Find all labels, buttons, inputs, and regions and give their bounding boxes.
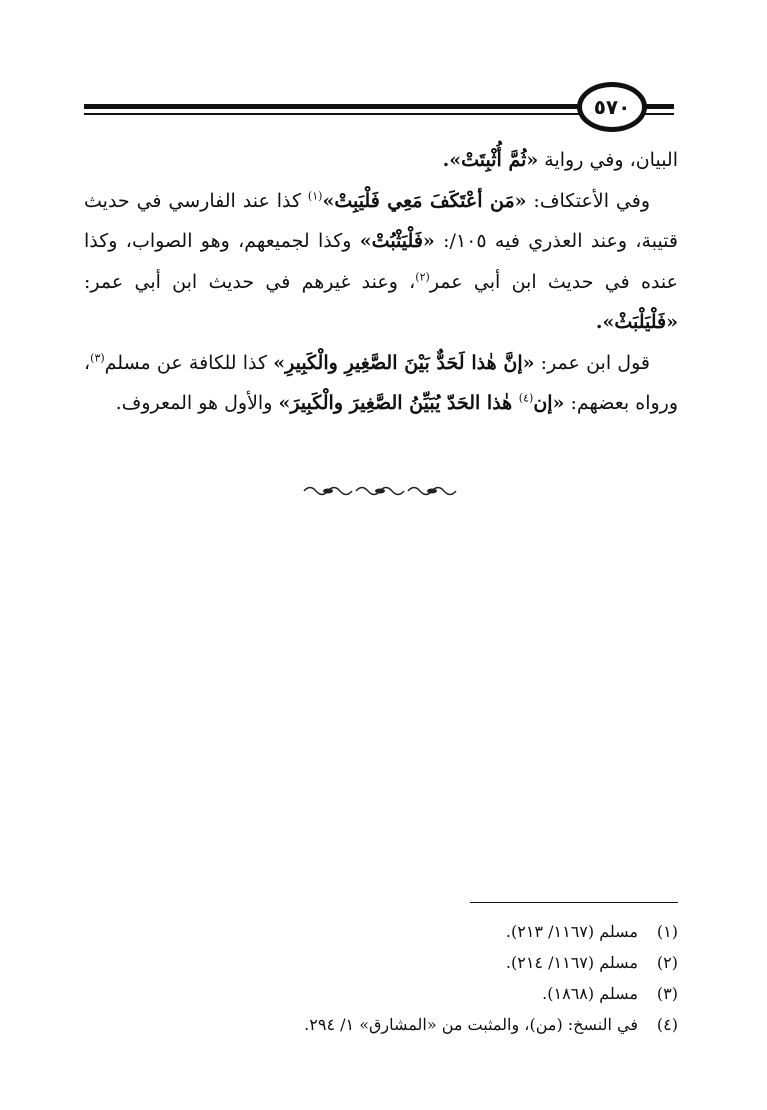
footnote-separator — [470, 902, 678, 903]
footnote-ref-1: (١) — [307, 189, 323, 203]
p1-quote: «ثُمَّ أُثْبِتَتْ». — [442, 149, 539, 171]
main-text — [84, 140, 678, 424]
paragraph-2 — [84, 181, 678, 343]
page-number-badge — [577, 82, 647, 132]
p1-text: البيان، وفي رواية — [538, 149, 678, 171]
footnote-ref-2: (٢) — [415, 270, 430, 284]
footnote-3 — [84, 978, 678, 1009]
p3-quote-2: «إن — [533, 392, 565, 414]
footnote-number: (٢) — [656, 953, 678, 972]
footnote-number: (٣) — [656, 984, 678, 1003]
p2-text-3: وكذا لجميعهم، وهو الصواب، وكذا عنده في حديث ابن أبي عمر — [84, 230, 678, 293]
p2-quote-3: «فَلْيَلْبَثْ». — [595, 311, 678, 333]
p3-text-4: والأول هو المعروف. — [115, 392, 279, 414]
p2-text-2: كذا عند الفارسي في حديث قتيبة، وعند العذري فيه ١٠٥/: — [84, 189, 678, 252]
footnote-ref-4: (٤) — [518, 391, 534, 405]
footnote-text: مسلم (١٨٦٨). — [542, 984, 638, 1003]
footnote-text: في النسخ: (من)، والمثبت من «المشارق» ١/ ٢٩٤. — [304, 1015, 638, 1034]
p2-quote-1: «مَن أعْتَكَفَ مَعِي فَلْيَبِتْ» — [322, 189, 527, 212]
ornament-divider — [300, 481, 460, 501]
footnote-1 — [84, 916, 678, 947]
p3-text-2: كذا للكافة عن مسلم — [104, 351, 274, 374]
footnote-4 — [84, 1009, 678, 1040]
page-number: ٥٧٠ — [593, 95, 631, 119]
footnote-ref-3: (٣) — [90, 351, 105, 365]
footnote-number: (١) — [656, 922, 678, 941]
footnote-number: (٤) — [656, 1015, 678, 1034]
p3-text-1: قول ابن عمر: — [534, 351, 650, 374]
footnote-2 — [84, 947, 678, 978]
footnote-text: مسلم (١١٦٧/ ٢١٤). — [505, 953, 638, 972]
p3-text-3: ، ورواه بعضهم: — [84, 351, 678, 414]
p3-quote-3: هٰذا الحَدّ يُبَيِّنُ الصَّغِيرَ والْكَبِيرَ» — [278, 392, 519, 414]
p3-quote-1: «إنَّ هٰذا لَحَدٌّ بَيْنَ الصَّغِيرِ والْكَبِيرِ» — [273, 351, 535, 374]
footnotes — [84, 916, 678, 1040]
paragraph-1 — [84, 140, 678, 181]
paragraph-3 — [84, 343, 678, 424]
footnote-text: مسلم (١١٦٧/ ٢١٣). — [505, 922, 638, 941]
p2-text-1: وفي الأعتكاف: — [526, 189, 650, 212]
p2-quote-2: «فَلْيَثْبُتْ» — [359, 230, 435, 252]
p2-text-4: ، وعند غيرهم في حديث ابن أبي عمر: — [84, 270, 416, 293]
